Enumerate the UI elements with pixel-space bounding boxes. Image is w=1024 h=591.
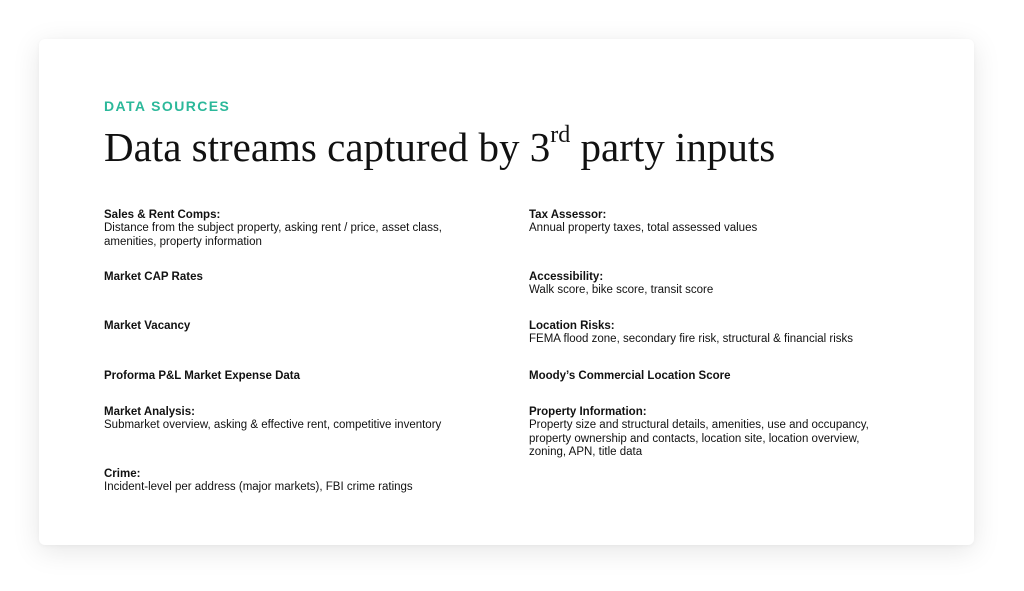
data-source-market-analysis — [104, 406, 464, 433]
data-source-sales-rent-comps — [104, 209, 464, 249]
item-heading: Moody’s Commercial Location Score — [529, 370, 731, 382]
data-source-moodys-score — [529, 370, 909, 383]
section-eyebrow: DATA SOURCES — [104, 98, 231, 114]
item-heading: Property Information: — [529, 406, 647, 418]
data-source-market-vacancy — [104, 320, 464, 333]
title-superscript: rd — [550, 122, 571, 149]
item-heading: Accessibility: — [529, 271, 604, 283]
item-heading: Tax Assessor: — [529, 209, 607, 221]
item-heading: Crime: — [104, 468, 141, 480]
item-heading: Location Risks: — [529, 320, 615, 332]
data-source-location-risks — [529, 320, 909, 347]
item-description: Distance from the subject property, asking rent / price, asset class, amenities, property information — [104, 222, 442, 248]
item-description: FEMA flood zone, secondary fire risk, structural & financial risks — [529, 333, 854, 345]
item-heading: Market Vacancy — [104, 320, 191, 332]
item-heading: Proforma P&L Market Expense Data — [104, 370, 300, 382]
item-description: Walk score, bike score, transit score — [529, 284, 714, 296]
item-heading: Sales & Rent Comps: — [104, 209, 221, 221]
data-source-tax-assessor — [529, 209, 909, 236]
data-source-accessibility — [529, 271, 909, 298]
item-description: Incident-level per address (major markets), FBI crime ratings — [104, 481, 413, 493]
title-main: Data streams captured by 3 — [104, 124, 551, 170]
item-heading: Market Analysis: — [104, 406, 195, 418]
content-card — [39, 39, 974, 545]
data-source-proforma-expense — [104, 370, 464, 383]
title-rest: party inputs — [570, 124, 776, 170]
data-source-crime — [104, 468, 464, 495]
data-source-market-cap-rates — [104, 271, 464, 284]
item-description: Submarket overview, asking & effective rent, competitive inventory — [104, 419, 442, 431]
item-description: Property size and structural details, amenities, use and occupancy, property ownership and contacts, location site, location overview, zoning, APN, title data — [529, 419, 869, 458]
page-title — [104, 123, 775, 171]
item-description: Annual property taxes, total assessed values — [529, 222, 758, 234]
item-heading: Market CAP Rates — [104, 271, 203, 283]
data-source-property-information — [529, 406, 874, 460]
